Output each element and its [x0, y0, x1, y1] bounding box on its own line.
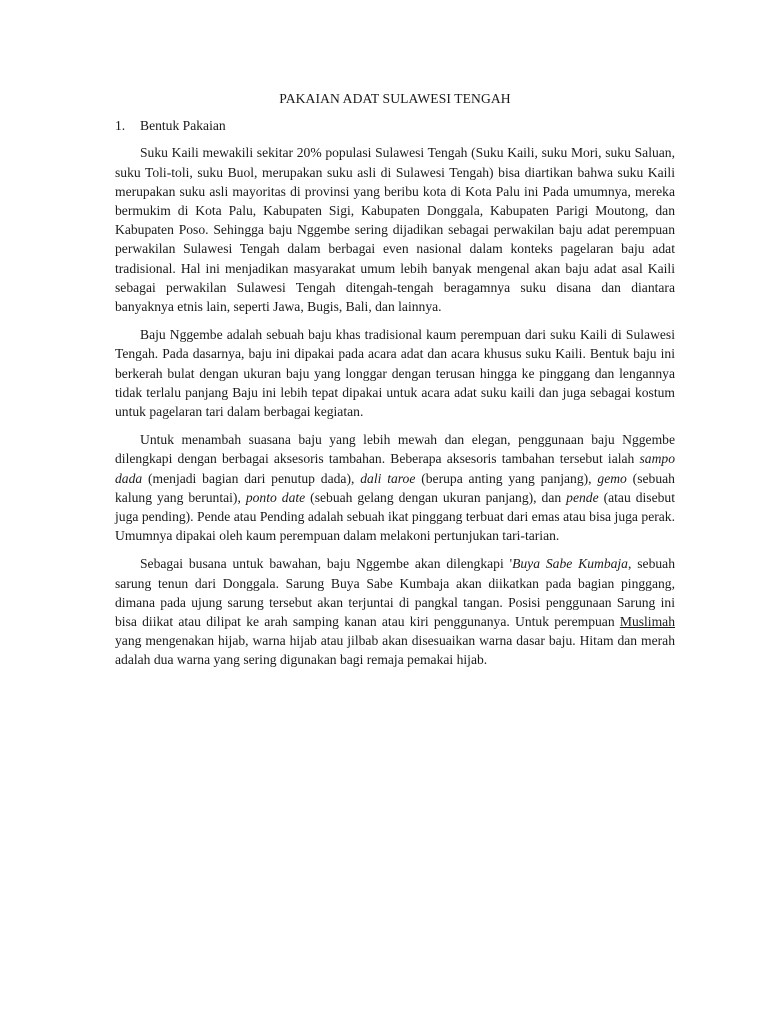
paragraph-3-text-4: (sebuah kalung yang beruntai), — [115, 470, 675, 505]
term-dali-taroe: dali taroe — [360, 470, 416, 486]
paragraph-3-text-1: Untuk menambah suasana baju yang lebih mewah dan elegan, penggunaan baju Nggembe dilengkapi dengan berbagai aksesoris tambahan. Beberapa aksesoris tambahan tersebut ialah — [115, 432, 675, 467]
paragraph-4-text-1: Sebagai busana untuk bawahan, baju Nggembe akan dilengkapi ' — [140, 556, 513, 572]
term-buya-sabe-kumbaja: Buya Sabe Kumbaja — [512, 556, 628, 572]
paragraph-4-text-2: , sebuah sarung tenun dari Donggala. Sarung Buya Sabe Kumbaja akan diikatkan pada bagian pinggang, dimana pada ujung sarung tersebut akan terjuntai di pangkal tangan. Posisi penggunaan Sarung ini bisa diikat atau dilipat ke arah samping kanan atau kiri penggunanya. Untuk perempuan — [115, 556, 675, 630]
paragraph-3-text-2: (menjadi bagian dari penutup dada), — [142, 470, 361, 486]
section-heading — [115, 116, 675, 135]
document-body — [115, 89, 675, 679]
section-number: 1. — [115, 118, 126, 134]
term-ponto-date: ponto date — [245, 489, 306, 505]
paragraph-2: Baju Nggembe adalah sebuah baju khas tradisional kaum perempuan dari suku Kaili di Sulawesi Tengah. Pada dasarnya, baju ini dipakai pada acara adat dan acara khusus suku Kaili. Bentuk baju ini berkerah bulat dengan ukuran baju yang longgar dengan terusan hingga ke pinggang dan lengannya tidak terlalu panjang Baju ini lebih tepat dipakai untuk acara adat suku kaili dan juga sebagai kostum untuk pagelaran tari dalam berbagai kegiatan. — [115, 327, 675, 420]
paragraph-3-text-6: (atau disebut juga pending). Pende atau Pending adalah sebuah ikat pinggang terbuat dari emas atau bisa juga perak. Umumnya dipakai oleh kaum perempuan dalam melakoni pertunjukan tari-tarian. — [115, 489, 676, 544]
paragraph-3 — [115, 430, 675, 545]
term-gemo: gemo — [597, 470, 627, 486]
paragraph-1: Suku Kaili mewakili sekitar 20% populasi Sulawesi Tengah (Suku Kaili, suku Mori, suku Saluan, suku Toli-toli, suku Buol, merupakan suku asli di Sulawesi Tengah) bisa diartikan bahwa suku Kaili merupakan suku asli mayoritas di provinsi yang beribu kota di Kota Palu ini Pada umumnya, mereka bermukim di Kota Palu, Kabupaten Sigi, Kabupaten Donggala, Kabupaten Parigi Moutong, dan Kabupaten Poso. Sehingga baju Nggembe sering dijadikan sebagai perwakilan baju adat perempuan perwakilan Sulawesi Tengah dalam berbagai even nasional dalam konteks pagelaran baju adat tradisional. Hal ini menjadikan masyarakat umum lebih banyak mengenal akan baju adat asal Kaili sebagai perwakilan Sulawesi Tengah ditengah-tengah beragamnya suku disana dan diantara banyaknya etnis lain, seperti Jawa, Bugis, Bali, dan lainnya. — [115, 145, 675, 315]
paragraph-4 — [115, 554, 675, 669]
link-muslimah[interactable]: Muslimah — [619, 614, 675, 630]
paragraph-3-text-3: (berupa anting yang panjang), — [415, 470, 598, 486]
paragraph-4-text-3: yang mengenakan hijab, warna hijab atau jilbab akan disesuaikan warna dasar baju. Hitam dan merah adalah dua warna yang sering digunakan bagi remaja pemakai hijab. — [115, 633, 675, 668]
term-pende: pende — [566, 489, 599, 505]
document-title: PAKAIAN ADAT SULAWESI TENGAH — [279, 91, 511, 106]
term-sampo-dada: sampo dada — [115, 451, 675, 486]
section-heading-text: Bentuk Pakaian — [140, 118, 226, 134]
paragraph-3-text-5: (sebuah gelang dengan ukuran panjang), dan — [305, 489, 567, 505]
